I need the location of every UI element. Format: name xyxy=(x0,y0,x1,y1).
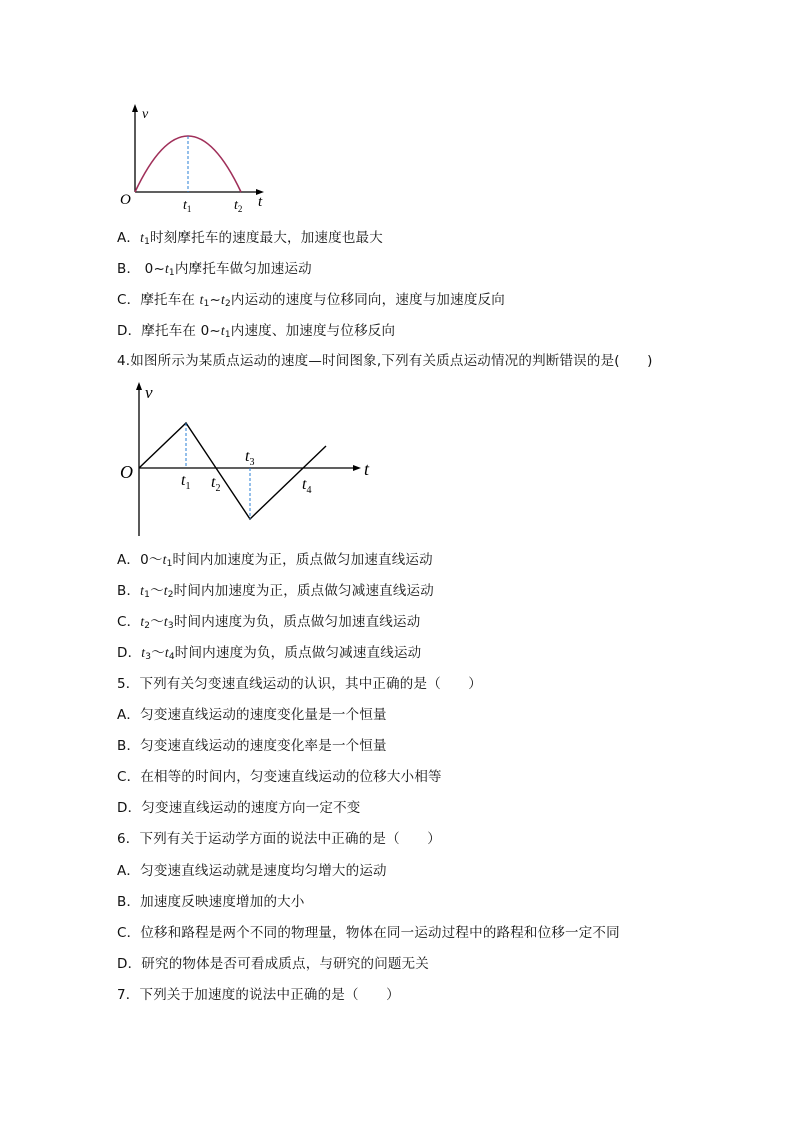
fig1-v-label: v xyxy=(142,107,149,122)
q3-option-b: B． $0\sim t_1$内摩托车做匀加速运动 xyxy=(117,261,312,278)
q3-option-c: C．摩托车在 $t_1\sim t_2$内运动的速度与位移同向，速度与加速度反向 xyxy=(117,292,505,309)
q5-option-b: B．匀变速直线运动的速度变化率是一个恒量 xyxy=(117,738,387,754)
figure-2-vt-graph xyxy=(115,376,385,541)
q4-option-c: C．$t_2\sim t_3$时间内速度为负，质点做匀加速直线运动 xyxy=(117,614,421,631)
q4-option-a: A．$0\sim t_1$时间内加速度为正，质点做匀加速直线运动 xyxy=(117,552,433,569)
fig2-t4-label: $t_4$ xyxy=(302,476,312,496)
q4-option-b: B．$t_1\sim t_2$时间内加速度为正，质点做匀减速直线运动 xyxy=(117,583,434,600)
fig2-t-arrow xyxy=(353,465,361,471)
q6-option-c: C．位移和路程是两个不同的物理量，物体在同一运动过程中的路程和位移一定不同 xyxy=(117,925,620,941)
fig2-v-arrow xyxy=(136,382,142,390)
fig2-velocity-line xyxy=(139,423,326,519)
q7-stem: 7．下列关于加速度的说法中正确的是（ ） xyxy=(117,987,400,1003)
q6-option-b: B．加速度反映速度增加的大小 xyxy=(117,894,305,910)
q4-stem: 4.如图所示为某质点运动的速度—时间图象,下列有关质点运动情况的判断错误的是( ) xyxy=(117,353,653,369)
q3-option-d: D．摩托车在 $0\sim t_1$内速度、加速度与位移反向 xyxy=(117,323,396,340)
q5-stem: 5．下列有关匀变速直线运动的认识，其中正确的是（ ） xyxy=(117,676,482,692)
fig2-t3-label: $t_3$ xyxy=(245,448,255,468)
fig2-t1-label: $t_1$ xyxy=(181,472,191,492)
fig2-t2-label: $t_2$ xyxy=(211,474,221,494)
q5-option-d: D．匀变速直线运动的速度方向一定不变 xyxy=(117,800,361,816)
fig1-t-label: t xyxy=(258,194,263,210)
fig1-t2-label: $t_2$ xyxy=(234,198,243,214)
fig2-t-label: t xyxy=(364,459,370,479)
q6-option-d: D．研究的物体是否可看成质点，与研究的问题无关 xyxy=(117,956,429,972)
q5-option-a: A．匀变速直线运动的速度变化量是一个恒量 xyxy=(117,707,387,723)
q3-option-a: A．$t_1$时刻摩托车的速度最大，加速度也最大 xyxy=(117,230,383,247)
fig1-v-arrow xyxy=(132,104,138,112)
q5-option-c: C．在相等的时间内，匀变速直线运动的位移大小相等 xyxy=(117,769,442,785)
fig2-origin-label: O xyxy=(120,462,133,482)
q4-option-d: D．$t_3\sim t_4$时间内速度为负，质点做匀减速直线运动 xyxy=(117,645,422,662)
q6-option-a: A．匀变速直线运动就是速度均匀增大的运动 xyxy=(117,863,387,879)
fig1-t1-label: $t_1$ xyxy=(183,198,192,214)
fig1-origin-label: O xyxy=(120,192,131,208)
q6-stem: 6．下列有关于运动学方面的说法中正确的是（ ） xyxy=(117,831,441,847)
figure-1-vt-graph xyxy=(115,100,275,215)
fig2-v-label: v xyxy=(145,383,153,402)
